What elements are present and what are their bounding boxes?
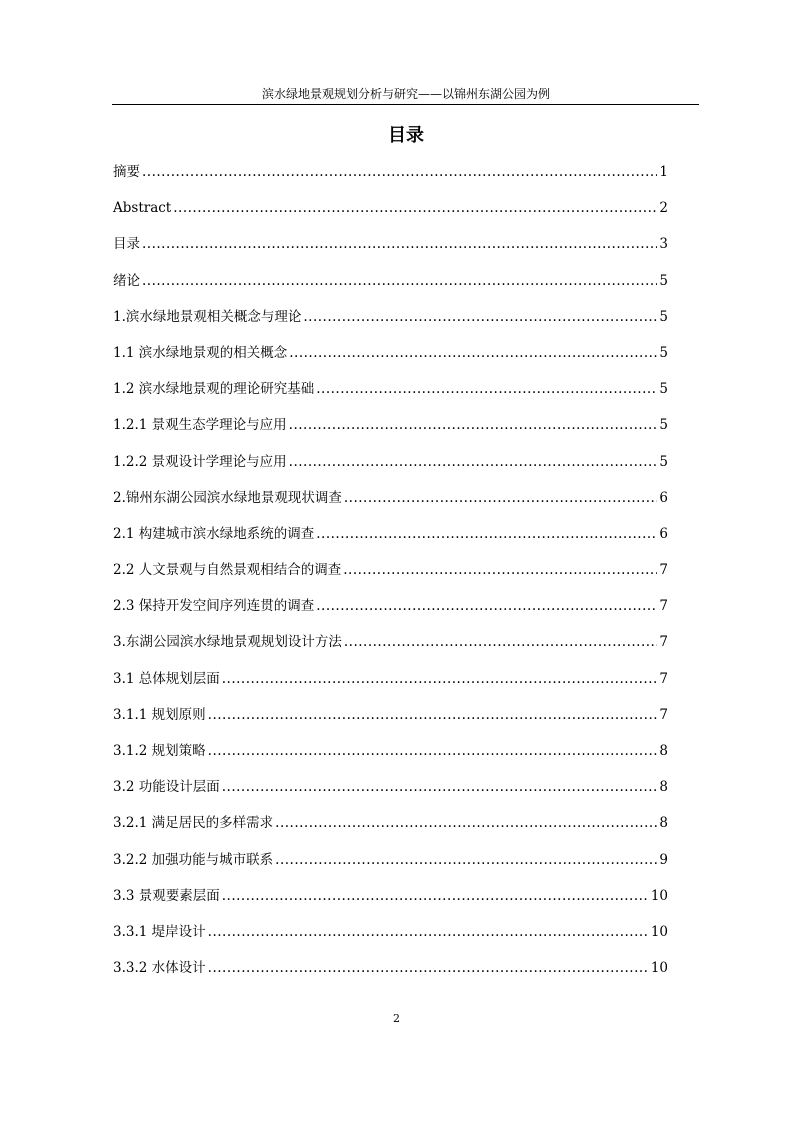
- toc-entry-label: 3.1 总体规划层面: [113, 670, 220, 687]
- toc-entry[interactable]: [113, 705, 668, 741]
- toc-entry[interactable]: [113, 198, 668, 234]
- toc-entry[interactable]: [113, 596, 668, 632]
- toc-entry[interactable]: [113, 560, 668, 596]
- running-header: 滨水绿地景观规划分析与研究——以锦州东湖公园为例: [261, 87, 550, 101]
- toc-entry-label: 1.2.2 景观设计学理论与应用: [113, 453, 287, 470]
- toc-entry-label: 3.3.1 堤岸设计: [113, 923, 206, 940]
- toc-entry-page: 5: [659, 453, 668, 470]
- toc-dot-leader: [275, 850, 657, 870]
- toc-entry-label: 目录: [113, 236, 140, 253]
- toc-entry-label: 3.2.1 满足居民的多样需求: [113, 815, 274, 832]
- toc-entry-page: 5: [659, 308, 668, 325]
- toc-entry[interactable]: [113, 741, 668, 777]
- toc-entry[interactable]: [113, 307, 668, 343]
- toc-dot-leader: [343, 560, 657, 580]
- toc-entry[interactable]: [113, 343, 668, 379]
- toc-dot-leader: [344, 632, 658, 652]
- toc-entry-page: 2: [659, 200, 668, 217]
- toc-entry-page: 10: [650, 923, 668, 940]
- toc-entry-label: 2.1 构建城市滨水绿地系统的调查: [113, 525, 315, 542]
- toc-entry[interactable]: [113, 886, 668, 922]
- toc-entry-page: 7: [659, 634, 668, 651]
- toc-entry-label: 摘要: [113, 164, 140, 180]
- toc-entry-label: 3.1.2 规划策略: [113, 743, 206, 759]
- toc-entry[interactable]: [113, 488, 668, 524]
- toc-entry-label: 绪论: [113, 272, 140, 289]
- table-of-contents: [113, 162, 668, 994]
- toc-dot-leader: [222, 886, 649, 906]
- toc-dot-leader: [289, 343, 657, 363]
- toc-entry[interactable]: [113, 162, 668, 198]
- toc-dot-leader: [289, 452, 658, 472]
- toc-entry-page: 7: [659, 706, 668, 723]
- toc-entry-page: 10: [650, 887, 668, 904]
- toc-entry[interactable]: [113, 922, 668, 958]
- toc-dot-leader: [316, 524, 657, 544]
- toc-entry[interactable]: [113, 452, 668, 488]
- toc-entry-page: 1: [659, 164, 668, 180]
- toc-entry-page: 7: [659, 562, 668, 579]
- toc-dot-leader: [142, 162, 657, 182]
- toc-dot-leader: [142, 271, 657, 291]
- toc-entry-label: 3.3 景观要素层面: [113, 887, 220, 904]
- toc-entry-label: 2.锦州东湖公园滨水绿地景观现状调查: [113, 489, 342, 506]
- toc-entry-label: 3.东湖公园滨水绿地景观规划设计方法: [113, 634, 342, 651]
- toc-entry-label: 3.3.2 水体设计: [113, 960, 206, 977]
- toc-entry-page: 8: [659, 815, 668, 832]
- toc-dot-leader: [222, 669, 658, 689]
- toc-entry-label: 3.1.1 规划原则: [113, 706, 206, 723]
- toc-dot-leader: [222, 777, 658, 797]
- page-number: 2: [393, 1012, 400, 1025]
- toc-entry-page: 5: [659, 344, 668, 361]
- toc-entry[interactable]: [113, 271, 668, 307]
- toc-dot-leader: [208, 705, 658, 725]
- toc-dot-leader: [316, 596, 657, 616]
- toc-entry-label: 1.2 滨水绿地景观的理论研究基础: [113, 381, 315, 398]
- toc-entry[interactable]: [113, 524, 668, 560]
- toc-entry-page: 5: [659, 272, 668, 289]
- toc-entry[interactable]: [113, 632, 668, 668]
- toc-entry-page: 5: [659, 381, 668, 398]
- toc-entry-page: 7: [659, 598, 668, 615]
- toc-dot-leader: [344, 488, 658, 508]
- toc-entry-label: 2.3 保持开发空间序列连贯的调查: [113, 598, 315, 615]
- toc-entry-label: 1.滨水绿地景观相关概念与理论: [113, 308, 302, 325]
- toc-entry[interactable]: [113, 234, 668, 270]
- toc-entry[interactable]: [113, 813, 668, 849]
- toc-entry[interactable]: [113, 379, 668, 415]
- toc-entry-label: Abstract: [113, 200, 172, 217]
- header-divider: [112, 104, 699, 105]
- toc-entry[interactable]: [113, 415, 668, 451]
- toc-entry-page: 7: [659, 670, 668, 687]
- toc-entry-label: 1.1 滨水绿地景观的相关概念: [113, 344, 288, 361]
- toc-dot-leader: [208, 958, 649, 978]
- toc-entry-page: 6: [659, 489, 668, 506]
- toc-entry-page: 9: [659, 851, 668, 868]
- toc-dot-leader: [142, 234, 657, 254]
- toc-entry[interactable]: [113, 958, 668, 994]
- toc-entry[interactable]: [113, 850, 668, 886]
- toc-dot-leader: [275, 813, 657, 833]
- toc-title: 目录: [388, 125, 424, 146]
- toc-dot-leader: [316, 379, 657, 399]
- toc-entry-label: 3.2.2 加强功能与城市联系: [113, 851, 274, 868]
- toc-entry-label: 2.2 人文景观与自然景观相结合的调查: [113, 562, 342, 579]
- toc-entry-label: 1.2.1 景观生态学理论与应用: [113, 417, 287, 434]
- toc-entry-page: 8: [659, 743, 668, 759]
- toc-dot-leader: [303, 307, 657, 327]
- toc-dot-leader: [208, 922, 649, 942]
- toc-entry-label: 3.2 功能设计层面: [113, 779, 220, 796]
- toc-entry-page: 3: [659, 236, 668, 253]
- toc-entry-page: 10: [650, 960, 668, 977]
- toc-dot-leader: [289, 415, 658, 435]
- toc-entry-page: 6: [659, 525, 668, 542]
- toc-dot-leader: [173, 198, 657, 218]
- toc-entry[interactable]: [113, 777, 668, 813]
- toc-entry-page: 5: [659, 417, 668, 434]
- toc-entry-page: 8: [659, 779, 668, 796]
- toc-entry[interactable]: [113, 669, 668, 705]
- toc-dot-leader: [208, 741, 658, 761]
